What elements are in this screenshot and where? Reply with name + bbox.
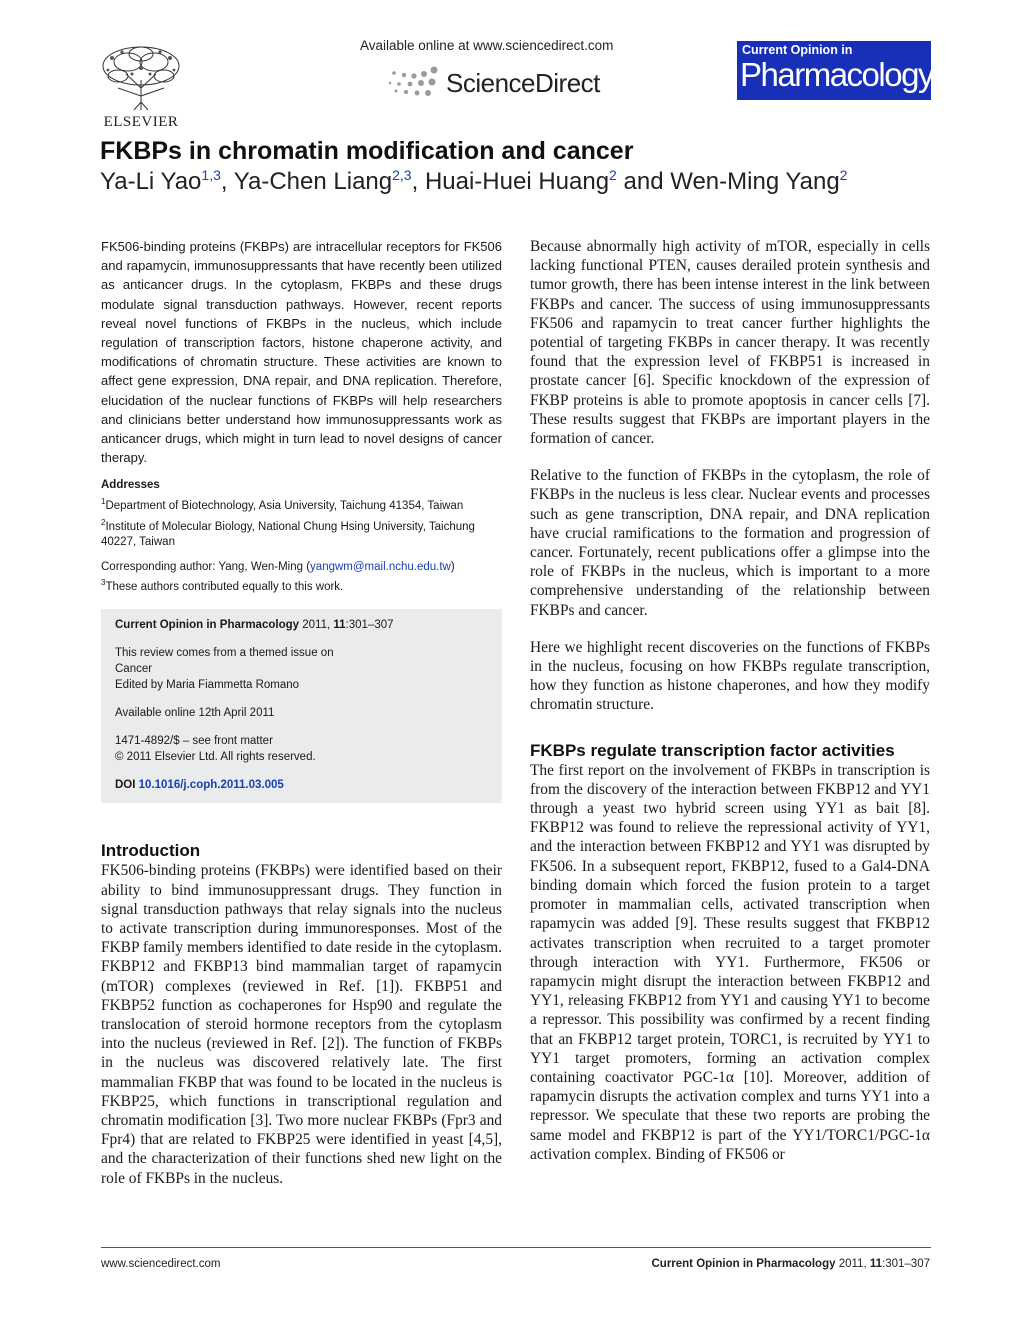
left-column [101, 237, 502, 1188]
journal-banner[interactable] [737, 41, 931, 100]
addresses-heading: Addresses [101, 479, 160, 492]
address-item [101, 515, 502, 551]
body-paragraph-1: Because abnormally high activity of mTOR, especially in cells lacking functional PTEN, causes derailed protein synthesis and tumor growth, there has been intense interest in the link between FKBPs and cancer. The success of using immunosuppressants FK506 and rapamycin to treat cancer further highlights the potential of targeting FKBPs in cancer therapy. It was recently found that the expression level of FKBP51 is increased in prostate cancer [6]. Specific knockdown of the expression of FKBP proteins is able to promote apoptosis in cancer cells [7]. These results suggest that FKBPs are important players in the formation of cancer. [530, 238, 930, 448]
author-separator: and [616, 168, 671, 195]
address-sup: 1 [101, 497, 106, 507]
author-affiliation-sup[interactable]: 2 [839, 167, 848, 183]
author-separator: , [220, 168, 234, 195]
author-name: Wen-Ming Yang [670, 168, 840, 195]
available-online-text[interactable]: Available online at www.sciencedirect.com [360, 38, 614, 53]
footer-divider [101, 1247, 931, 1248]
journal-banner-top: Current Opinion in [742, 43, 853, 57]
article-info-box [101, 609, 502, 803]
right-column [530, 237, 930, 1164]
info-journal: Current Opinion in Pharmacology [115, 619, 300, 632]
info-rights [115, 733, 488, 765]
corresponding-suffix: ) [450, 560, 455, 573]
author-affiliation-sup[interactable]: 2 [609, 167, 617, 183]
author-list [100, 167, 847, 196]
footer-journal: Current Opinion in Pharmacology [651, 1258, 836, 1270]
journal-banner-name: Pharmacology [740, 56, 933, 93]
abstract-text: FK506-binding proteins (FKBPs) are intracellular receptors for FK506 and rapamycin, immunosuppressants that have recently been utilized as anticancer drugs. In the cytoplasm, FKBPs and these drugs modulate signal transduction pathways. However, recent reports reveal novel functions of FKBPs in the nucleus, which include regulation of transcription factors, histone chaperone activity, and modifications of chromatin structure. These activities are known to affect gene expression, DNA repair, and DNA replication. Therefore, elucidation of the nuclear functions of FKBPs will help researchers and clinicians better understand how immunosuppressants work as anticancer drugs, which might in turn lead to novel designs of cancer therapy. [101, 239, 502, 466]
info-themed-line1: This review comes from a themed issue on [115, 647, 334, 660]
section-transcription-text: The first report on the involvement of FKBPs in transcription is from the discovery of the interaction between FKBP12 and YY1 through a yeast two hybrid screen using YY1 as bait [8]. FKBP12 was found to relieve the repressional activity of YY1, and the interaction between FKBP12 and YY1 was disrupted by FK506. In a subsequent report, FKBP12, fused to a Gal4-DNA binding domain which forced the fusion protein to a target promoter in mammalian cells, activated transcription when rapamycin was added [9]. These results suggest that FKBP12 activates transcription when recruited to a target promoter through interaction with YY1. Furthermore, FK506 or rapamycin might disrupt the interaction between FKBP12 and YY1, releasing FKBP12 from YY1 and causing YY1 to become a repressor. This possibility was confirmed by a recent finding that an FKBP12 target protein, TORC1, is recruited by YY1 to YY1 target promoters, forming an activation complex containing coactivator PGC-1α [10]. Moreover, addition of rapamycin disrupts the activation complex and turns YY1 into a repressor. We speculate that these two reports are probing the same model and FKBP12 is part of the YY1/TORC1/PGC-1α activation complex. Binding of FK506 or [530, 761, 930, 1163]
info-themed-line2: Cancer [115, 663, 153, 676]
introduction-heading: Introduction [101, 841, 201, 861]
article-title: FKBPs in chromatin modification and cancer [100, 137, 634, 165]
equal-contribution-text: These authors contributed equally to this work. [105, 580, 344, 593]
info-doi-link[interactable]: 10.1016/j.coph.2011.03.005 [138, 779, 284, 792]
info-available: Available online 12th April 2011 [115, 707, 275, 720]
info-copyright: © 2011 Elsevier Ltd. All rights reserved. [115, 751, 316, 764]
info-edited-by: Edited by Maria Fiammetta Romano [115, 679, 300, 692]
elsevier-logo [98, 44, 184, 132]
address-item [101, 494, 502, 514]
introduction-text: FK506-binding proteins (FKBPs) were identified based on their ability to bind immunosuppressant drugs. They function in signal transduction pathways that relay signals into the nucleus to activate transcription during immunoresponses. Most of the FKBP family members identified to date reside in the cytoplasm. FKBP12 and FKBP13 bind mammalian target of rapamycin (mTOR) complexes (reviewed in Ref. [1]). FKBP51 and FKBP52 function as cochaperones for Hsp90 and regulate the translocation of steroid hormone receptors from the cytoplasm into the nucleus (reviewed in Ref. [2]). The function of FKBPs in the nucleus was discovered relatively late. The first mammalian FKBP that was found to be located in the nucleus is FKBP25, which functions in transcriptional regulation and chromatin modification [3]. Two more nuclear FKBPs (Fpr3 and Fpr4) that are related to FKBP25 were identified in yeast [4,5], and the characterization of their functions shed new light on the role of FKBPs in the nucleus. [101, 862, 502, 1187]
equal-contribution-sup: 3 [101, 578, 106, 588]
elsevier-tree-icon [98, 44, 184, 112]
info-citation [115, 617, 488, 633]
author-separator: , [411, 168, 425, 195]
corresponding-prefix: Corresponding author: Yang, Wen-Ming ( [101, 560, 311, 573]
address-list [101, 494, 502, 550]
info-doi [115, 777, 488, 793]
address-sup: 2 [101, 517, 106, 527]
footer-year: 2011, [838, 1258, 867, 1270]
section-transcription-heading: FKBPs regulate transcription factor activities [530, 740, 895, 760]
body-paragraph-3: Here we highlight recent discoveries on the functions of FKBPs in the nucleus, focusing on how FKBPs regulate transcription, how they function as histone chaperones, and how they modify chromatin structure. [530, 638, 930, 714]
footer-citation [651, 1258, 930, 1270]
author-name: Huai-Huei Huang [424, 168, 610, 195]
footer-website-link[interactable]: www.sciencedirect.com [101, 1258, 221, 1270]
abstract [101, 237, 502, 467]
author-affiliation-sup[interactable]: 2,3 [392, 167, 412, 183]
author-affiliation-sup[interactable]: 1,3 [201, 167, 221, 183]
footer-pages: :301–307 [882, 1258, 930, 1270]
sciencedirect-wordmark: ScienceDirect [446, 68, 600, 98]
info-pages: :301–307 [345, 619, 394, 632]
address-text: Department of Biotechnology, Asia University, Taichung 41354, Taiwan [105, 500, 464, 513]
address-text: Institute of Molecular Biology, National Chung Hsing University, Taichung 40227, Taiwan [101, 520, 475, 549]
info-volume: 11 [333, 619, 346, 632]
body-paragraph-2: Relative to the function of FKBPs in the cytoplasm, the role of FKBPs in the nucleus is less clear. Nuclear events and processes such as gene transcription, DNA repair, and DNA replication have crucial ramifications to the formation and progression of cancer. Fortunately, recent publications offer a glimpse into the role of FKBPs in the nucleus, which is important to a more comprehensive understanding of the relationship between FKBPs and cancer. [530, 467, 930, 619]
info-year: 2011, [302, 619, 331, 632]
sciencedirect-logo[interactable] [384, 62, 644, 102]
info-issn: 1471-4892/$ – see front matter [115, 735, 273, 748]
footer-volume: 11 [869, 1258, 883, 1270]
elsevier-wordmark: ELSEVIER [103, 114, 179, 130]
corresponding-email-link[interactable]: yangwm@mail.nchu.edu.tw [310, 560, 451, 573]
info-themed-issue [115, 645, 488, 693]
corresponding-author [101, 560, 502, 596]
author-name: Ya-Chen Liang [233, 168, 393, 195]
sciencedirect-dots-icon [384, 62, 444, 102]
info-doi-label: DOI [115, 779, 136, 792]
author-name: Ya-Li Yao [100, 168, 202, 195]
